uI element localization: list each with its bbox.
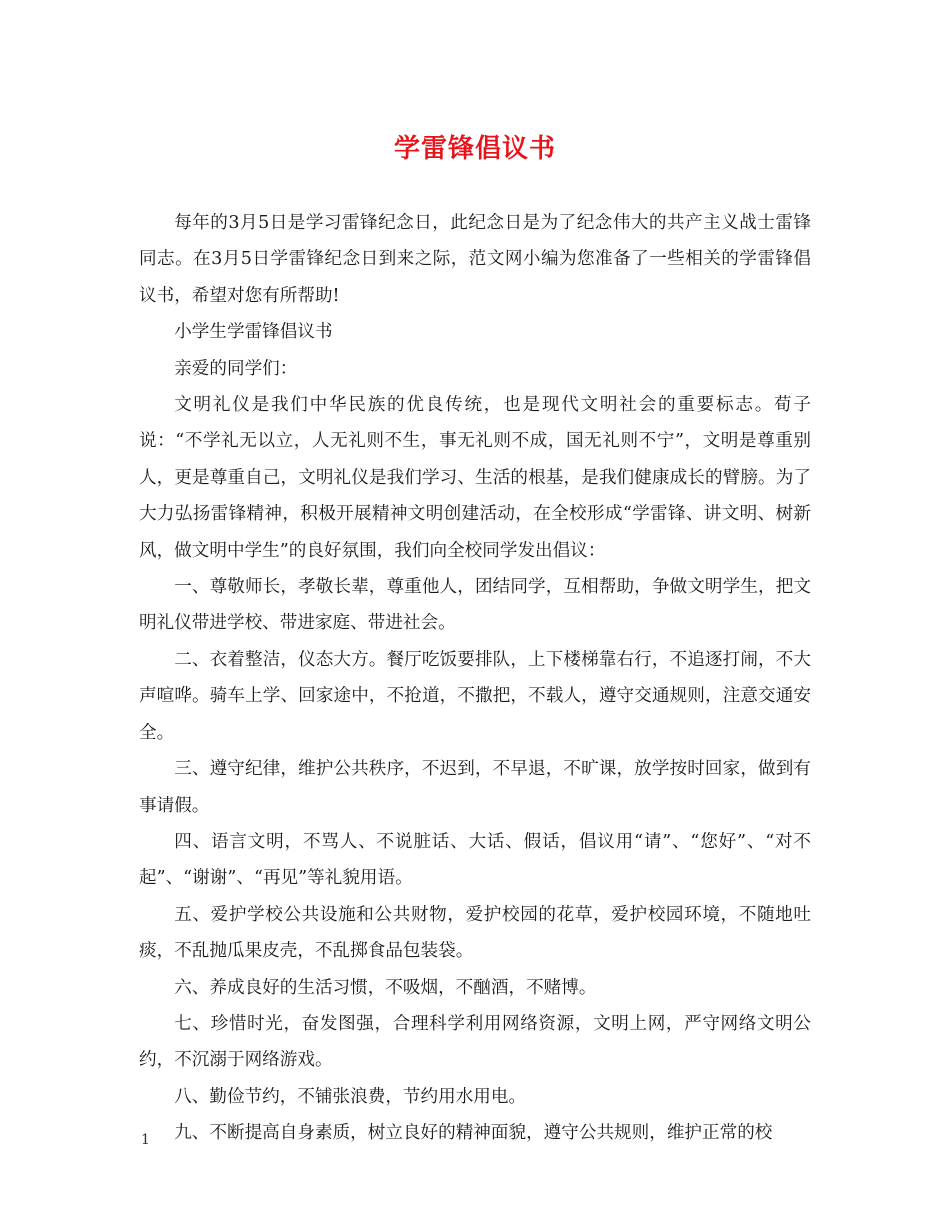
paragraph-item-8: 八、勤俭节约，不铺张浪费，节约用水用电。 [174, 1086, 527, 1107]
page-number: 1 [141, 1132, 150, 1148]
document-title: 学雷锋倡议书 [393, 134, 556, 164]
paragraph-intro: 每年的3月5日是学习雷锋纪念日，此纪念日是为了纪念伟大的共产主义战士雷锋同志。在3月5日学雷锋纪念日到来之际，范文网小编为您准备了一些相关的学雷锋倡议书，希望对您有所帮助! [139, 213, 811, 306]
paragraph-item-3: 三、遵守纪律，维护公共秩序，不迟到，不早退，不旷课，放学按时回家，做到有事请假。 [139, 759, 811, 816]
paragraph-item-1: 一、尊敬师长，孝敬长辈，尊重他人，团结同学，互相帮助，争做文明学生，把文明礼仪带进学校、带进家庭、带进社会。 [139, 577, 811, 634]
paragraph-item-9: 九、不断提高自身素质，树立良好的精神面貌，遵守公共规则，维护正常的校 [174, 1123, 773, 1144]
paragraph-item-6: 六、养成良好的生活习惯，不吸烟，不酗酒，不赌博。 [174, 977, 597, 998]
paragraph-subtitle: 小学生学雷锋倡议书 [174, 322, 333, 343]
paragraph-preamble: 文明礼仪是我们中华民族的优良传统，也是现代文明社会的重要标志。荀子说：“不学礼无以立，人无礼则不生，事无礼则不成，国无礼则不宁”，文明是尊重别人，更是尊重自己，文明礼仪是我们学习、生活的根基，是我们健康成长的臂膀。为了大力弘扬雷锋精神，积极开展精神文明创建活动，在全校形成“学雷锋、讲文明、树新风，做文明中学生”的良好氛围，我们向全校同学发出倡议： [139, 395, 811, 561]
paragraph-item-5: 五、爱护学校公共设施和公共财物，爱护校园的花草，爱护校园环境，不随地吐痰，不乱抛瓜果皮壳，不乱掷食品包装袋。 [139, 904, 811, 962]
paragraph-item-7: 七、珍惜时光，奋发图强，合理科学利用网络资源，文明上网，严守网络文明公约，不沉溺于网络游戏。 [139, 1013, 811, 1071]
paragraph-item-4: 四、语言文明，不骂人、不说脏话、大话、假话，倡议用“请”、“您好”、“对不起”、“谢谢”、“再见”等礼貌用语。 [139, 831, 811, 889]
paragraph-item-2: 二、衣着整洁，仪态大方。餐厅吃饭要排队，上下楼梯靠右行，不追逐打闹，不大声喧哗。骑车上学、回家途中，不抢道，不撒把，不载人，遵守交通规则，注意交通安全。 [139, 649, 811, 743]
paragraph-salutation: 亲爱的同学们： [174, 358, 298, 379]
document-body [139, 205, 811, 1152]
